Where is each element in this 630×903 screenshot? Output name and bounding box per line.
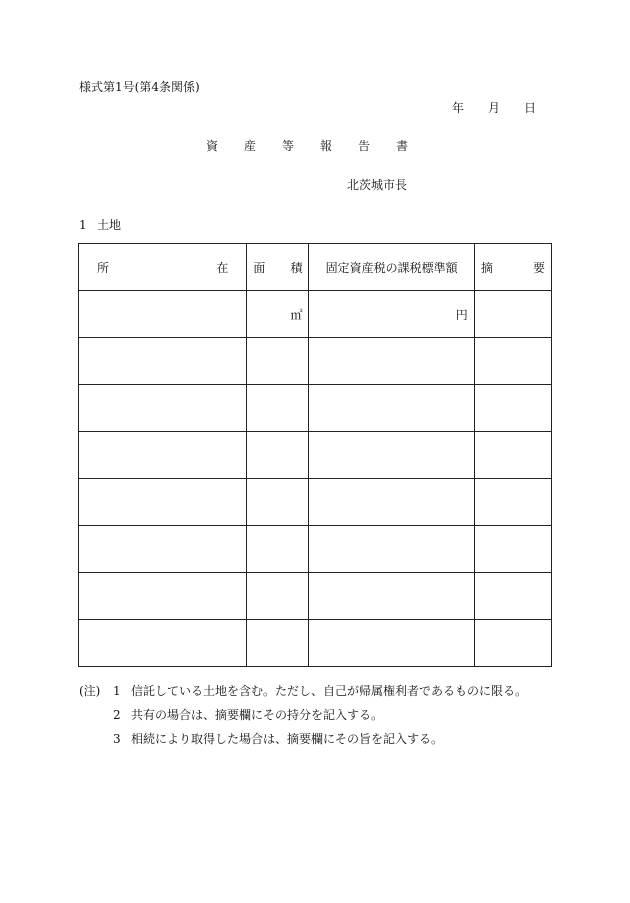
date-line xyxy=(452,99,536,116)
table-row xyxy=(79,620,552,667)
header-remarks xyxy=(474,244,551,291)
title-char: 産 xyxy=(244,139,257,153)
note-number: 1 xyxy=(113,684,121,698)
tax-base-cell[interactable] xyxy=(309,526,474,573)
header-remarks-char: 要 xyxy=(532,260,545,275)
section-label: 土地 xyxy=(97,218,122,232)
note-text: 共有の場合は、摘要欄にその持分を記入する。 xyxy=(131,708,384,722)
header-tax-base: 固定資産税の課税標準額 xyxy=(309,244,474,291)
header-location-char: 在 xyxy=(216,260,229,275)
tax-base-cell[interactable] xyxy=(309,291,474,338)
table-row xyxy=(79,432,552,479)
title-char: 等 xyxy=(282,139,295,153)
table-header-row xyxy=(79,244,552,291)
remarks-cell[interactable] xyxy=(474,291,551,338)
location-cell[interactable] xyxy=(79,432,247,479)
date-day-label: 日 xyxy=(524,101,537,115)
remarks-cell[interactable] xyxy=(474,526,551,573)
note-number: 2 xyxy=(113,708,121,722)
location-cell[interactable] xyxy=(79,573,247,620)
title-char: 資 xyxy=(206,139,219,153)
table-row xyxy=(79,385,552,432)
tax-base-cell[interactable] xyxy=(309,479,474,526)
header-area-char: 面 xyxy=(253,260,266,275)
note-text: 相続により取得した場合は、摘要欄にその旨を記入する。 xyxy=(131,732,444,746)
table-row xyxy=(79,479,552,526)
land-table xyxy=(78,243,552,667)
title-char: 告 xyxy=(358,139,371,153)
remarks-cell[interactable] xyxy=(474,573,551,620)
tax-base-cell[interactable] xyxy=(309,432,474,479)
header-area xyxy=(247,244,309,291)
note-text: 信託している土地を含む。ただし、自己が帰属権利者であるものに限る。 xyxy=(131,684,528,698)
notes-prefix: (注) xyxy=(79,684,101,698)
date-year-label: 年 xyxy=(452,101,465,115)
header-location xyxy=(79,244,247,291)
location-cell[interactable] xyxy=(79,291,247,338)
location-cell[interactable] xyxy=(79,385,247,432)
location-cell[interactable] xyxy=(79,479,247,526)
area-cell[interactable] xyxy=(247,385,309,432)
header-location-char: 所 xyxy=(97,260,110,275)
table-row xyxy=(79,526,552,573)
remarks-cell[interactable] xyxy=(474,432,551,479)
location-cell[interactable] xyxy=(79,620,247,667)
section-number: 1 xyxy=(79,218,87,232)
tax-base-cell[interactable] xyxy=(309,338,474,385)
section-heading xyxy=(79,216,121,233)
area-cell[interactable] xyxy=(247,573,309,620)
area-cell[interactable] xyxy=(247,479,309,526)
remarks-cell[interactable] xyxy=(474,385,551,432)
table-row xyxy=(79,338,552,385)
area-cell[interactable] xyxy=(247,526,309,573)
table-row xyxy=(79,573,552,620)
title-char: 書 xyxy=(396,139,409,153)
tax-base-unit: 円 xyxy=(455,307,468,322)
note-1 xyxy=(79,682,527,699)
date-month-label: 月 xyxy=(488,101,501,115)
area-cell[interactable] xyxy=(247,620,309,667)
header-area-char: 積 xyxy=(290,260,303,275)
location-cell[interactable] xyxy=(79,338,247,385)
location-cell[interactable] xyxy=(79,526,247,573)
header-remarks-char: 摘 xyxy=(480,260,493,275)
area-cell[interactable] xyxy=(247,432,309,479)
area-cell[interactable] xyxy=(247,338,309,385)
remarks-cell[interactable] xyxy=(474,620,551,667)
note-2 xyxy=(113,706,383,723)
form-number: 様式第1号(第4条関係) xyxy=(79,80,200,94)
addressee: 北茨城市長 xyxy=(347,178,408,192)
tax-base-cell[interactable] xyxy=(309,620,474,667)
area-cell[interactable] xyxy=(247,291,309,338)
note-number: 3 xyxy=(113,732,121,746)
area-unit: ㎡ xyxy=(290,307,303,322)
tax-base-cell[interactable] xyxy=(309,573,474,620)
document-title xyxy=(206,137,434,154)
note-3 xyxy=(113,730,443,747)
remarks-cell[interactable] xyxy=(474,338,551,385)
tax-base-cell[interactable] xyxy=(309,385,474,432)
title-char: 報 xyxy=(320,139,333,153)
table-row xyxy=(79,291,552,338)
remarks-cell[interactable] xyxy=(474,479,551,526)
